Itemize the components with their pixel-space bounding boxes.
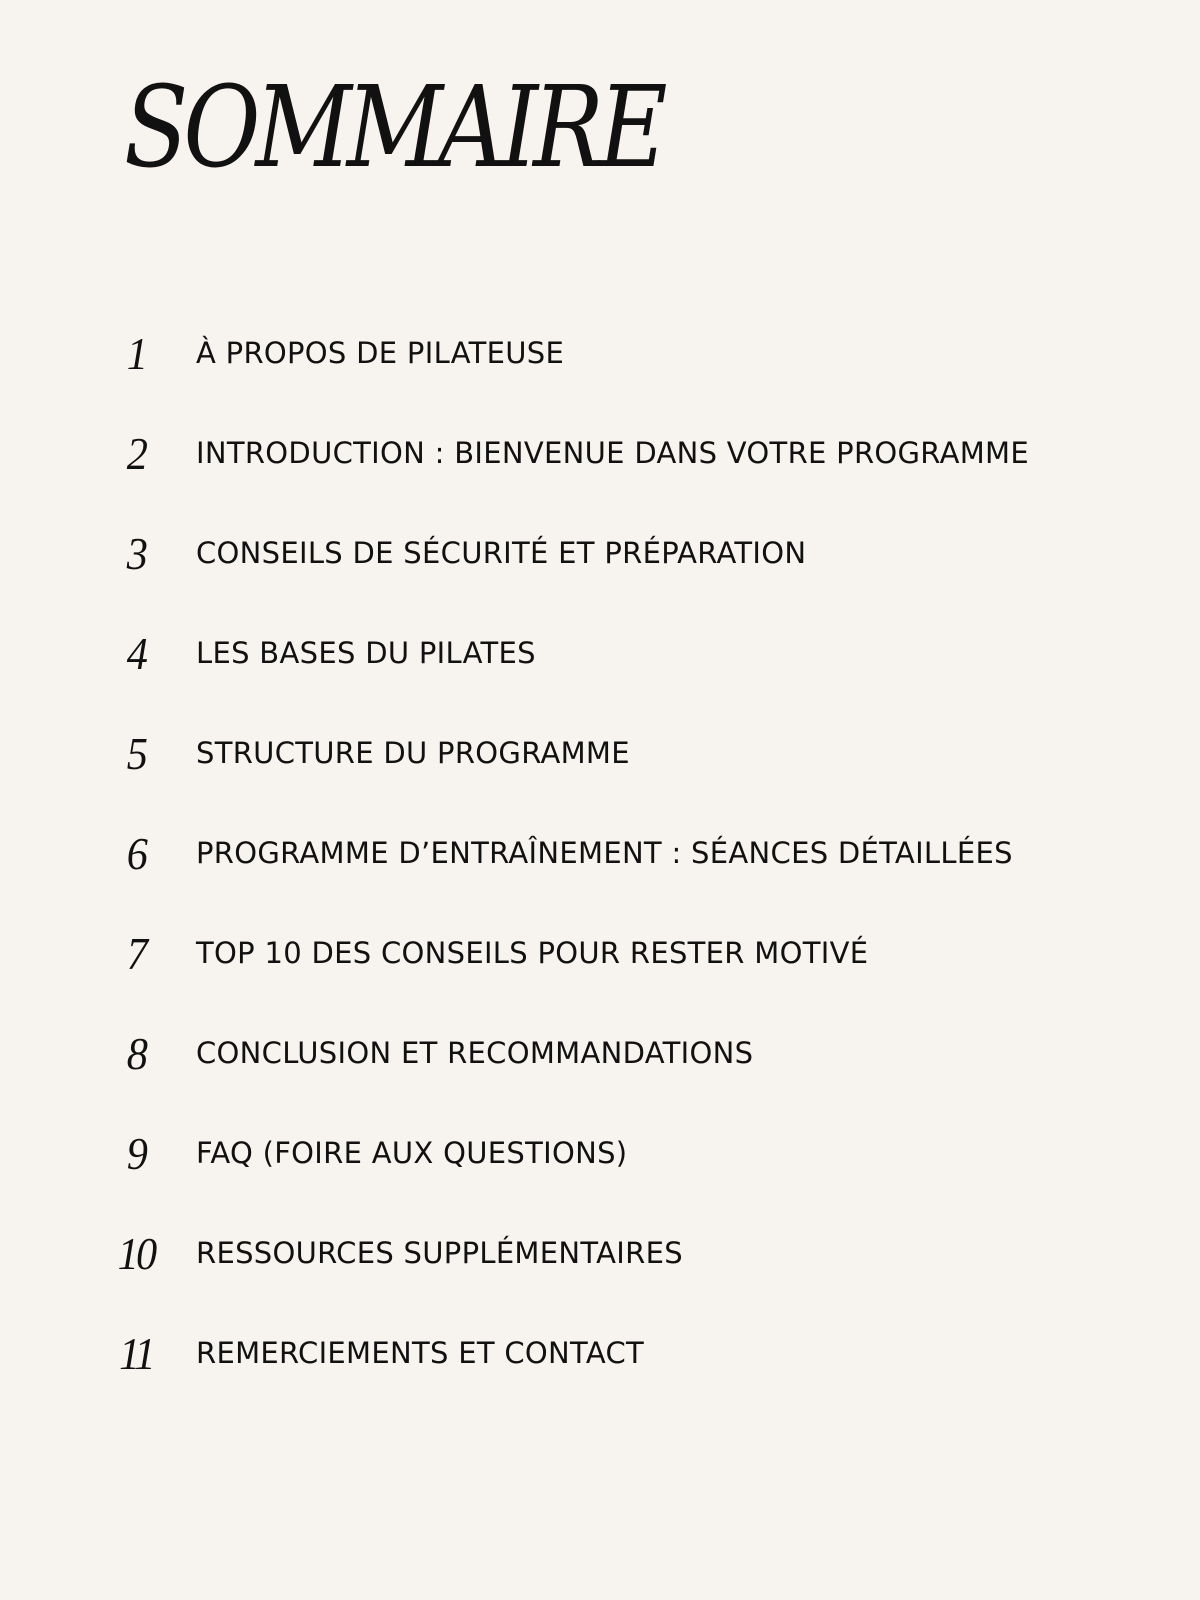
- toc-item-label: À PROPOS DE PILATEUSE: [196, 336, 565, 370]
- toc-item[interactable]: [100, 625, 1180, 695]
- toc-item-label: RESSOURCES SUPPLÉMENTAIRES: [196, 1236, 683, 1270]
- toc-item-label: CONSEILS DE SÉCURITÉ ET PRÉPARATION: [196, 536, 807, 570]
- toc-item[interactable]: [100, 425, 1180, 495]
- toc-item[interactable]: [100, 1025, 1180, 1095]
- toc-item-label: PROGRAMME D’ENTRAÎNEMENT : SÉANCES DÉTAILLÉES: [196, 836, 1013, 870]
- toc-item-number: 2: [126, 428, 146, 479]
- toc-item-label: REMERCIEMENTS ET CONTACT: [196, 1336, 645, 1370]
- toc-item[interactable]: [100, 1325, 1180, 1395]
- toc-item[interactable]: [100, 1125, 1180, 1195]
- toc-item-label: LES BASES DU PILATES: [196, 636, 536, 670]
- toc-item-label: CONCLUSION ET RECOMMANDATIONS: [196, 1036, 754, 1070]
- toc-item[interactable]: [100, 325, 1180, 395]
- toc-item-number: 4: [126, 628, 146, 679]
- toc-item[interactable]: [100, 1225, 1180, 1295]
- toc-item-label: STRUCTURE DU PROGRAMME: [196, 736, 630, 770]
- toc-item-number: 7: [126, 928, 146, 979]
- toc-item-number: 8: [126, 1028, 146, 1079]
- toc-item[interactable]: [100, 525, 1180, 595]
- toc-item[interactable]: [100, 725, 1180, 795]
- toc-item-number: 10: [117, 1228, 155, 1279]
- page-title: SOMMAIRE: [124, 63, 663, 193]
- toc-item-label: FAQ (FOIRE AUX QUESTIONS): [196, 1136, 628, 1170]
- toc-item-number: 6: [126, 828, 146, 879]
- toc-item-number: 3: [126, 528, 146, 579]
- toc-item[interactable]: [100, 825, 1180, 895]
- toc-item-number: 1: [126, 328, 146, 379]
- toc-item-label: INTRODUCTION : BIENVENUE DANS VOTRE PROGRAMME: [196, 436, 1029, 470]
- toc-item-number: 9: [126, 1128, 146, 1179]
- toc-item-number: 11: [119, 1328, 153, 1379]
- toc-item[interactable]: [100, 925, 1180, 995]
- toc-item-label: TOP 10 DES CONSEILS POUR RESTER MOTIVÉ: [196, 936, 869, 970]
- toc-item-number: 5: [126, 728, 146, 779]
